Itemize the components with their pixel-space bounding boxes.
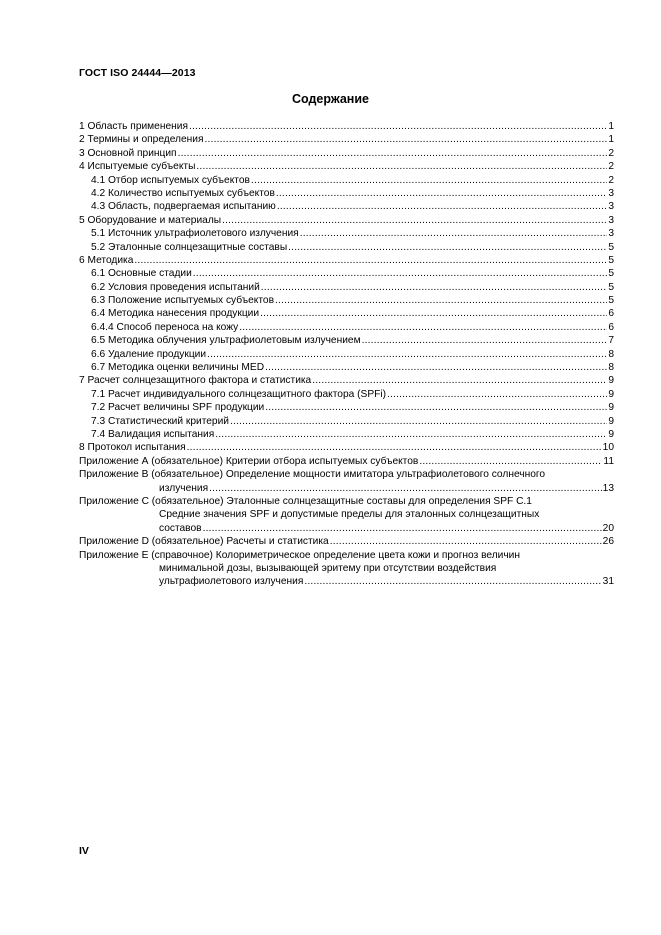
toc-entry: [79, 348, 614, 361]
toc-entry: [79, 214, 614, 227]
toc-leader-dots: [222, 214, 607, 227]
toc-entry: [79, 334, 614, 347]
toc-leader-dots: [277, 200, 608, 213]
toc-entry-label: 6.3 Положение испытуемых субъектов: [91, 295, 274, 307]
toc-leader-dots: [203, 522, 602, 535]
toc-entry: [79, 307, 614, 320]
toc-leader-dots: [288, 241, 607, 254]
toc-page-number: 7: [608, 335, 614, 347]
toc-leader-dots: [261, 281, 608, 294]
toc-entry: [79, 428, 614, 441]
toc-entry-label: 3 Основной принцип: [79, 147, 177, 159]
toc-leader-dots: [312, 374, 607, 387]
toc-entry: [79, 133, 614, 146]
toc-leader-dots: [276, 187, 607, 200]
toc-entry-label: 5.1 Источник ультрафиолетового излучения: [91, 228, 299, 240]
table-of-contents: [79, 120, 614, 589]
toc-entry: [79, 120, 614, 133]
toc-entry: [79, 441, 614, 454]
toc-page-number: 8: [608, 348, 614, 360]
toc-entry-label: 1 Область применения: [79, 120, 188, 132]
toc-page-number: 26: [602, 536, 614, 548]
toc-entry-label: 7.2 Расчет величины SPF продукции: [91, 402, 265, 414]
toc-leader-dots: [134, 254, 607, 267]
toc-entry-label: 4.3 Область, подвергаемая испытанию: [91, 201, 276, 213]
toc-entry-label: 6.5 Методика облучения ультрафиолетовым излучением: [91, 335, 361, 347]
toc-page-number: 3: [608, 201, 614, 213]
toc-entry: [79, 187, 614, 200]
toc-entry-label: 7 Расчет солнцезащитного фактора и статистика: [79, 375, 312, 387]
toc-entry-label: 4.1 Отбор испытуемых субъектов: [91, 174, 250, 186]
toc-page-number: 11: [603, 455, 614, 467]
toc-entry-label: минимальной дозы, вызывающей эритему при отсутствии воздействия: [159, 562, 497, 574]
toc-entry: [79, 241, 614, 254]
toc-page-number: 9: [608, 415, 614, 427]
toc-page-number: 10: [602, 442, 614, 454]
toc-entry-continuation: [79, 522, 614, 535]
toc-leader-dots: [387, 388, 607, 401]
page-number: IV: [79, 845, 89, 857]
toc-page-number: 3: [608, 187, 614, 199]
toc-page-number: 5: [608, 281, 614, 293]
toc-entry-continuation: [79, 575, 614, 588]
toc-page-number: 5: [608, 268, 614, 280]
toc-leader-dots: [251, 174, 607, 187]
toc-page-number: 6: [608, 321, 614, 333]
toc-leader-dots: [187, 441, 602, 454]
toc-page-number: 31: [602, 576, 614, 588]
toc-page-number: 3: [608, 228, 614, 240]
toc-entry-label: составов: [159, 522, 202, 534]
toc-page-number: 2: [608, 147, 614, 159]
toc-entry-label: 4.2 Количество испытуемых субъектов: [91, 187, 275, 199]
toc-entry-label: 5 Оборудование и материалы: [79, 214, 222, 226]
toc-page-number: 1: [608, 134, 614, 146]
toc-page-number: 5: [608, 295, 614, 307]
toc-leader-dots: [362, 334, 608, 347]
toc-entry: [79, 267, 614, 280]
toc-entry: [79, 227, 614, 240]
toc-entry: [79, 455, 614, 468]
toc-entry: [79, 374, 614, 387]
toc-page-number: 20: [602, 522, 614, 534]
toc-leader-dots: [304, 575, 601, 588]
toc-entry-continuation: [79, 482, 614, 495]
toc-page-number: 9: [608, 402, 614, 414]
toc-leader-dots: [209, 482, 602, 495]
toc-entry: [79, 415, 614, 428]
toc-leader-dots: [215, 428, 607, 441]
toc-page-number: 1: [608, 120, 614, 132]
document-header: ГОСТ ISO 24444—2013: [79, 67, 196, 79]
toc-entries: [79, 120, 614, 468]
toc-entry: [79, 294, 614, 307]
toc-leader-dots: [189, 120, 607, 133]
toc-entry: [79, 388, 614, 401]
toc-entry-label: 7.3 Статистический критерий: [91, 415, 229, 427]
toc-page-number: 8: [608, 362, 614, 374]
toc-leader-dots: [265, 361, 607, 374]
toc-leader-dots: [330, 535, 602, 548]
toc-page-number: 5: [608, 254, 614, 266]
toc-entry: [79, 361, 614, 374]
toc-entry-label: Приложение Е (справочное) Колориметрическое определение цвета кожи и прогноз величин: [79, 549, 520, 561]
toc-entry-label: Приложение А (обязательное) Критерии отбора испытуемых субъектов: [79, 455, 419, 467]
toc-leader-dots: [207, 348, 607, 361]
toc-entry-appendix-c: [79, 495, 614, 535]
toc-entry-label: 7.1 Расчет индивидуального солнцезащитного фактора (SPFi): [91, 388, 386, 400]
toc-entry-label: 6.7 Методика оценки величины MED: [91, 362, 265, 374]
toc-leader-dots: [230, 415, 607, 428]
toc-page-number: 13: [602, 482, 614, 494]
toc-entry: [79, 281, 614, 294]
toc-entry-label: Средние значения SPF и допустимые пределы для эталонных солнцезащитных: [159, 509, 540, 521]
toc-entry: [79, 200, 614, 213]
toc-leader-dots: [193, 267, 608, 280]
toc-entry-label: 6.6 Удаление продукции: [91, 348, 207, 360]
toc-entry-label: 6.2 Условия проведения испытаний: [91, 281, 260, 293]
toc-entry-label: 8 Протокол испытания: [79, 442, 186, 454]
toc-page-number: 9: [608, 428, 614, 440]
toc-leader-dots: [178, 147, 608, 160]
toc-entry-label: ультрафиолетового излучения: [159, 576, 304, 588]
toc-entry-label: 6 Методика: [79, 254, 134, 266]
toc-entry: [79, 321, 614, 334]
toc-page-number: 2: [608, 174, 614, 186]
toc-leader-dots: [260, 307, 607, 320]
toc-entry-appendix-d: [79, 535, 614, 548]
toc-entry: [79, 254, 614, 267]
toc-leader-dots: [265, 401, 607, 414]
toc-entry-label: 4 Испытуемые субъекты: [79, 161, 196, 173]
toc-page-number: 2: [608, 161, 614, 173]
toc-leader-dots: [204, 133, 607, 146]
page-title: Содержание: [291, 92, 369, 106]
toc-page-number: 3: [608, 214, 614, 226]
toc-leader-dots: [239, 321, 607, 334]
toc-entry: [79, 174, 614, 187]
toc-entry-label: Приложение D (обязательное) Расчеты и статистика: [79, 536, 329, 548]
toc-entry-label: Приложение В (обязательное) Определение мощности имитатора ультрафиолетового солнечного: [79, 469, 546, 481]
toc-entry-label: излучения: [159, 482, 209, 494]
toc-page-number: 6: [608, 308, 614, 320]
toc-entry-label: 6.4 Методика нанесения продукции: [91, 308, 260, 320]
toc-entry: [79, 160, 614, 173]
toc-entry-label: 7.4 Валидация испытания: [91, 428, 215, 440]
toc-page-number: 9: [608, 388, 614, 400]
toc-entry-label: Приложение С (обязательное) Эталонные солнцезащитные составы для определения SPF С.1: [79, 495, 532, 507]
toc-leader-dots: [196, 160, 607, 173]
toc-leader-dots: [419, 455, 602, 468]
toc-page-number: 5: [608, 241, 614, 253]
toc-entry-label: 2 Термины и определения: [79, 134, 204, 146]
toc-entry-appendix-e: [79, 549, 614, 589]
toc-leader-dots: [300, 227, 608, 240]
toc-entry-label: 5.2 Эталонные солнцезащитные составы: [91, 241, 288, 253]
toc-entry-appendix-b: [79, 468, 614, 495]
toc-page-number: 9: [608, 375, 614, 387]
toc-entry: [79, 401, 614, 414]
toc-entry-label: 6.1 Основные стадии: [91, 268, 192, 280]
toc-entry-label: 6.4.4 Способ переноса на кожу: [91, 321, 239, 333]
toc-leader-dots: [275, 294, 607, 307]
toc-entry: [79, 147, 614, 160]
